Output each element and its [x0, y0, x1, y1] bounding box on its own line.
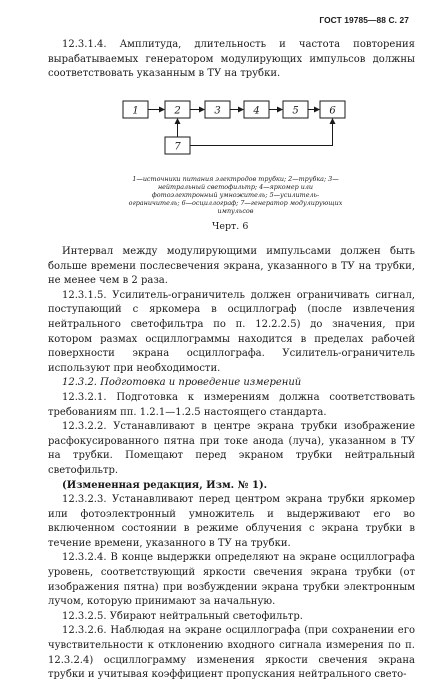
amendment-note: (Измененная редакция, Изм. № 1). — [62, 479, 268, 491]
box-label-4: 4 — [253, 105, 260, 117]
intro-paragraph — [48, 38, 415, 82]
box-label-6: 6 — [329, 105, 336, 117]
box-label-7: 7 — [174, 141, 181, 153]
box-label-2: 2 — [174, 105, 181, 117]
box-label-3: 3 — [214, 105, 221, 117]
page-header: ГОСТ 19785—88 С. 27 — [319, 15, 409, 25]
paragraph-12-3-2-5: 12.3.2.5. Убирают нейтральный светофильтр. — [62, 610, 303, 622]
paragraph-interval: Интервал между модулирующими импульсами должен быть больше времени послесвечения экрана, указанного в ТУ на трубки, не менее чем в 2 раза. — [48, 246, 415, 287]
paragraph-12-3-2-4: 12.3.2.4. В конце выдержки определяют на экране осциллографа уровень, соответствующий яркости свечения экрана трубки (от изображения пятна) при возбуждении экрана трубки электронным лучом, которую принимают за начальную. — [48, 552, 415, 608]
paragraph-12-3-2-2: 12.3.2.2. Устанавливают в центре экрана трубки изображение расфокусированного пятна при токе анода (луча), указанном в ТУ на трубки. Помещают перед экраном трубки нейтральный светофильтр. — [48, 421, 415, 476]
box-label-5: 5 — [292, 105, 299, 117]
figure-label: Черт. 6 — [212, 221, 249, 232]
body-text — [48, 245, 415, 683]
block-diagram — [0, 92, 431, 177]
paragraph-12-3-1-5: 12.3.1.5. Усилитель-ограничитель должен ограничивать сигнал, поступающий с яркомера в осциллограф (после извлечения нейтрального светофильтра по п. 12.2.2.5) до значения, при котором размах осциллограммы находится в пределах рабочей поверхности экрана осциллографа. Усилитель-ограничитель используют при необходимости. — [48, 289, 415, 374]
paragraph-12-3-2-1: 12.3.2.1. Подготовка к измерениям должна соответствовать требованиям пп. 1.2.1—1.2.5 настоящего стандарта. — [48, 391, 415, 418]
box-label-1: 1 — [132, 105, 139, 117]
figure-caption: 1—источники питания электродов трубки; 2—трубка; 3—нейтральный светофильтр; 4—яркомер или фотоэлектронный умножитель; 5—усилитель-ограничитель; 6—осциллограф; 7—генератор модулирующих импульсов — [128, 175, 343, 215]
paragraph-12-3-1-4: 12.3.1.4. Амплитуда, длительность и частота повторения вырабатываемых генератором модулирующих импульсов должны соответствовать указанным в ТУ на трубки. — [48, 39, 415, 80]
paragraph-12-3-2-3: 12.3.2.3. Устанавливают перед центром экрана трубки яркомер или фотоэлектронный умножитель и выдерживают его во включенном состоянии в режиме облучения с экрана трубки в течение времени, указанного в ТУ на трубки. — [48, 494, 415, 549]
paragraph-12-3-2-6: 12.3.2.6. Наблюдая на экране осциллографа (при сохранении его чувствительности к отклонению входного сигнала измерения по п. 12.3.2.4) осциллограмму изменения яркости свечения экрана трубки и учитывая коэффициент пропускания нейтрального свето- — [48, 625, 415, 681]
paragraph-12-3-2-heading: 12.3.2. Подготовка и проведение измерений — [62, 377, 302, 389]
